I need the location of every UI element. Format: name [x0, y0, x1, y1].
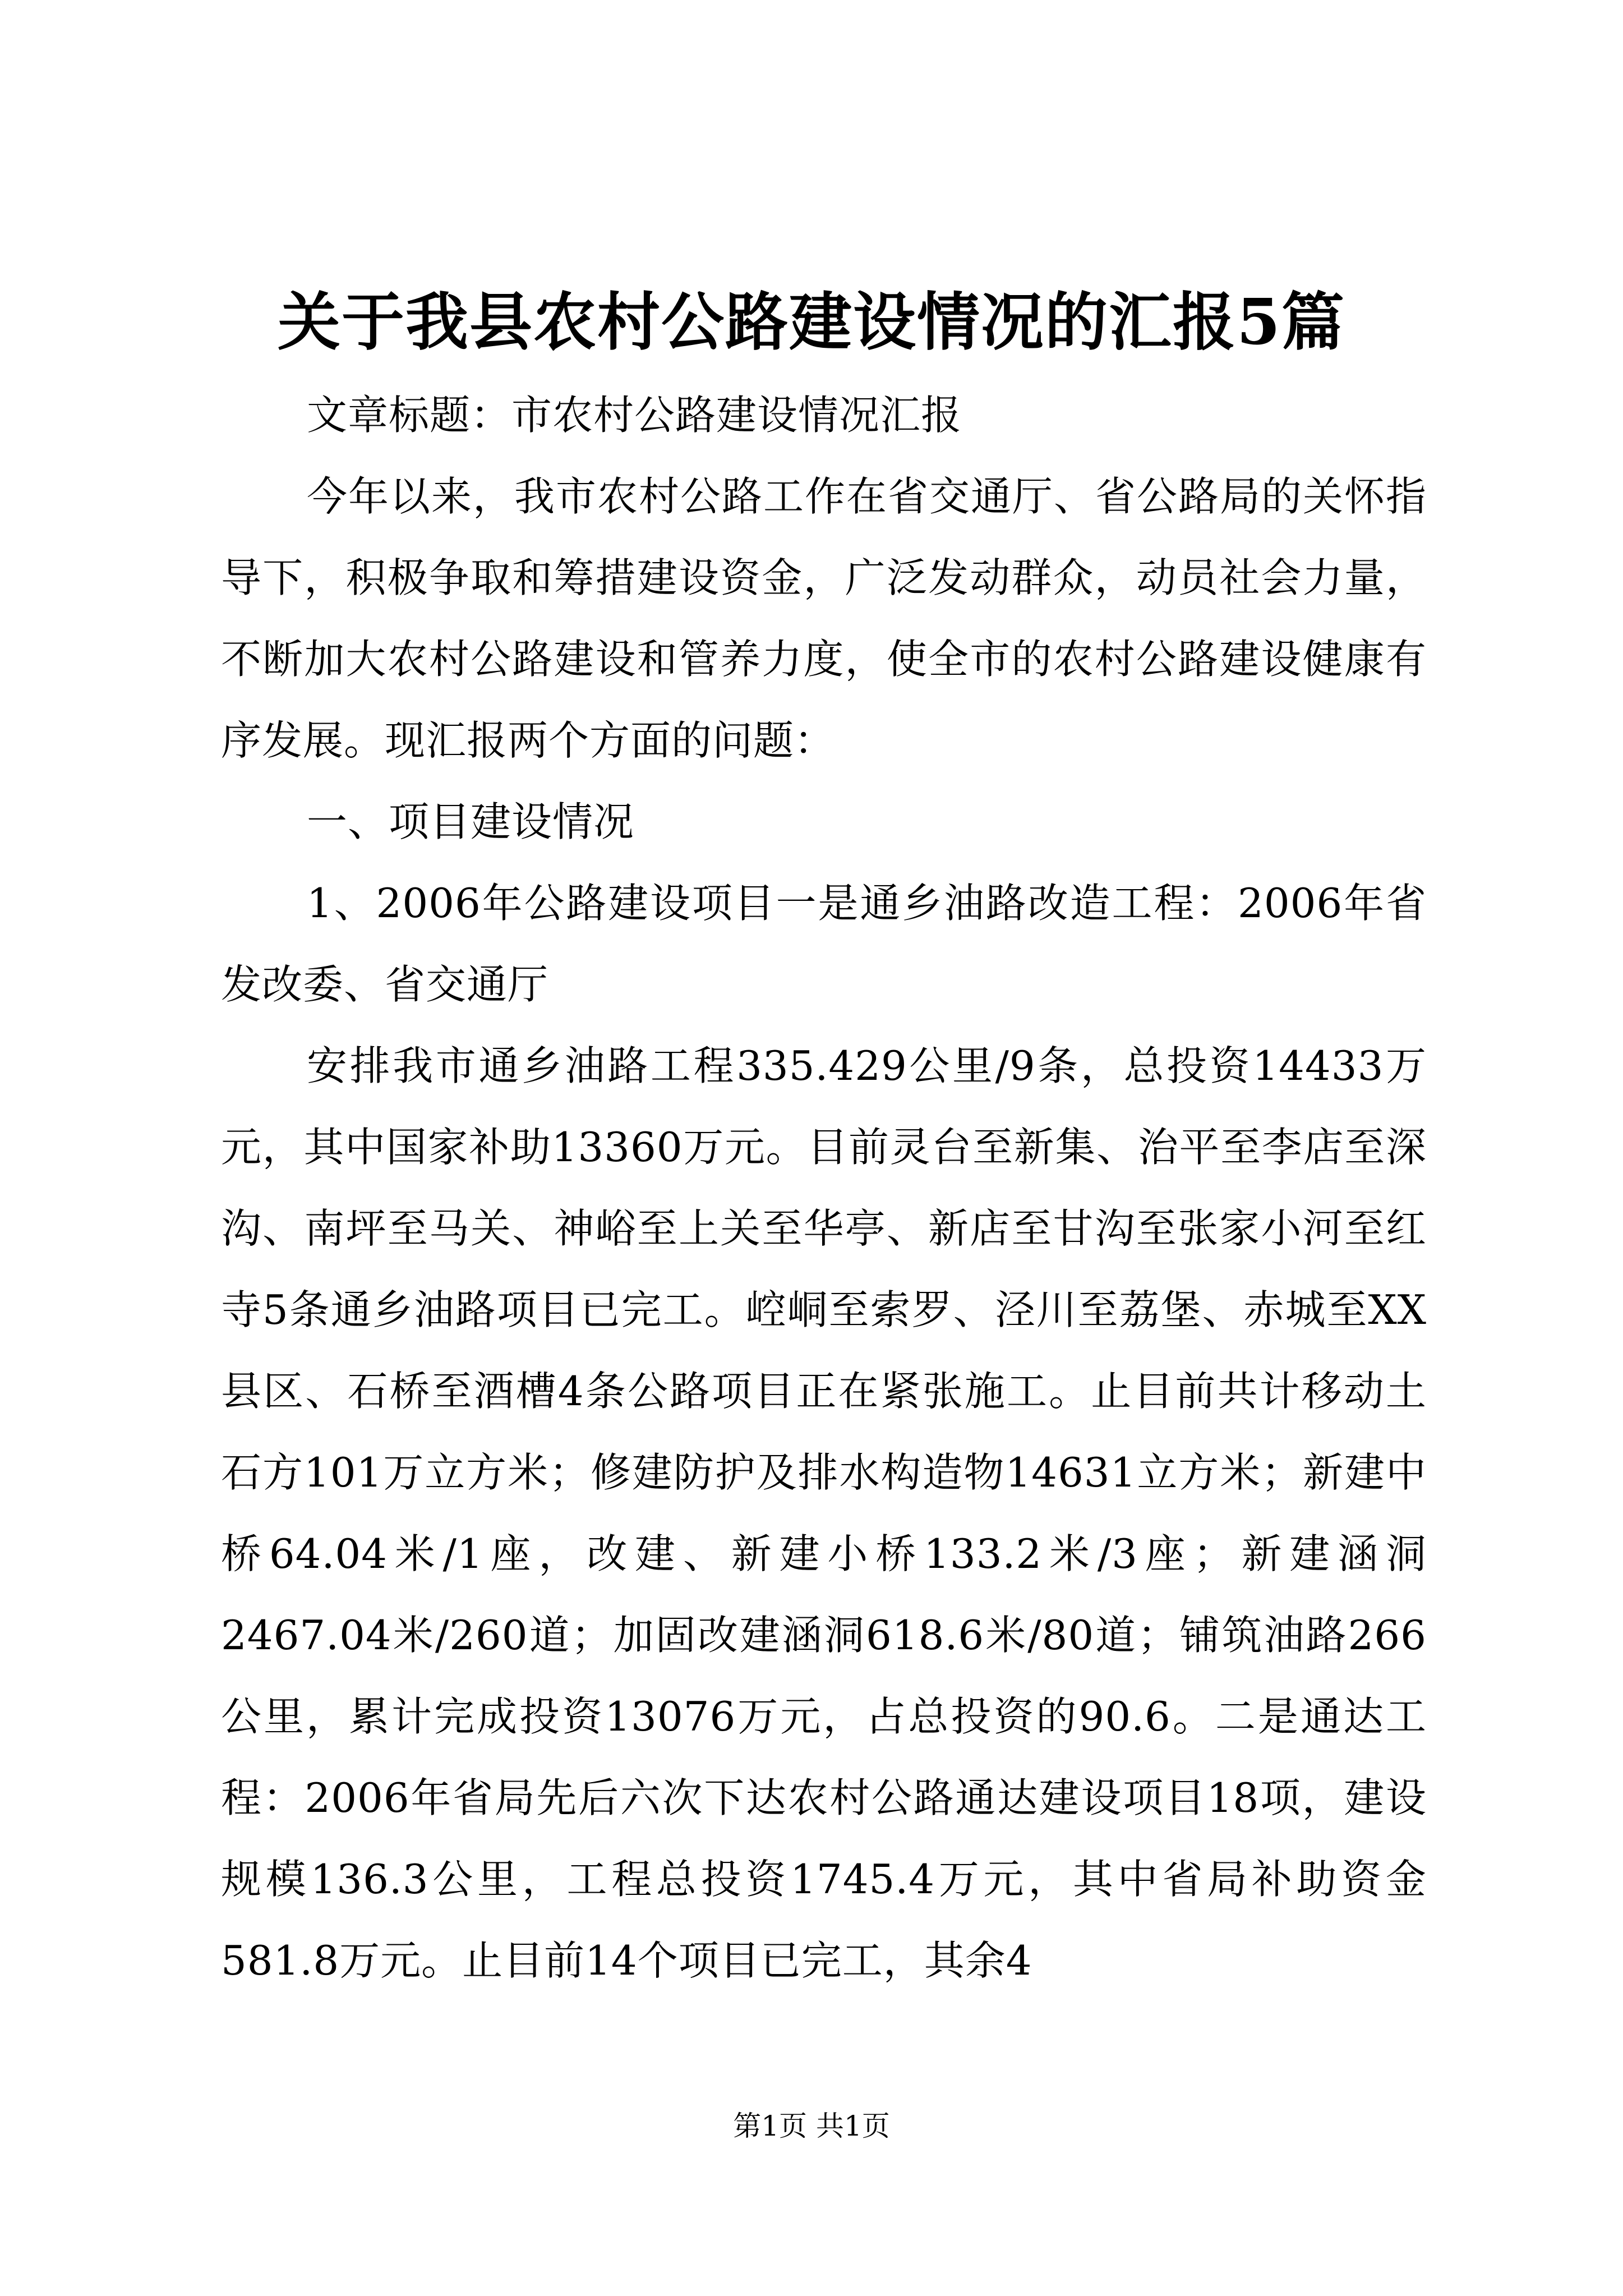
document-title: 关于我县农村公路建设情况的汇报5篇 — [278, 286, 1345, 359]
paragraph-item-1: 1、2006年公路建设项目一是通乡油路改造工程：2006年省发改委、省交通厅 — [221, 880, 1427, 1008]
page-footer: 第1页 共1页 — [733, 2110, 890, 2142]
paragraph-article-title: 文章标题：市农村公路建设情况汇报 — [307, 392, 962, 439]
paragraph-section-heading: 一、项目建设情况 — [307, 798, 635, 845]
paragraph-details: 安排我市通乡油路工程335.429公里/9条，总投资14433万元，其中国家补助13360万元。目前灵台至新集、治平至李店至深沟、南坪至马关、神峪至上关至华亭、新店至甘沟至张家小河至红寺5条通乡油路项目已完工。崆峒至索罗、泾川至荔堡、赤城至XX县区、石桥至酒槽4条公路项目正在紧张施工。止目前共计移动土石方101万立方米；修建防护及排水构造物14631立方米；新建中桥64.04米/1座，改建、新建小桥133.2米/3座；新建涵洞2467.04米/260道；加固改建涵洞618.6米/80道；铺筑油路266公里，累计完成投资13076万元，占总投资的90.6。二是通达工程：2006年省局先后六次下达农村公路通达建设项目18项，建设规模136.3公里，工程总投资1745.4万元，其中省局补助资金581.8万元。止目前14个项目已完工，其余4 — [221, 1042, 1427, 1984]
document-body — [221, 375, 1427, 2001]
paragraph-intro: 今年以来，我市农村公路工作在省交通厅、省公路局的关怀指导下，积极争取和筹措建设资金，广泛发动群众，动员社会力量，不断加大农村公路建设和管养力度，使全市的农村公路建设健康有序发展。现汇报两个方面的问题： — [221, 473, 1427, 764]
